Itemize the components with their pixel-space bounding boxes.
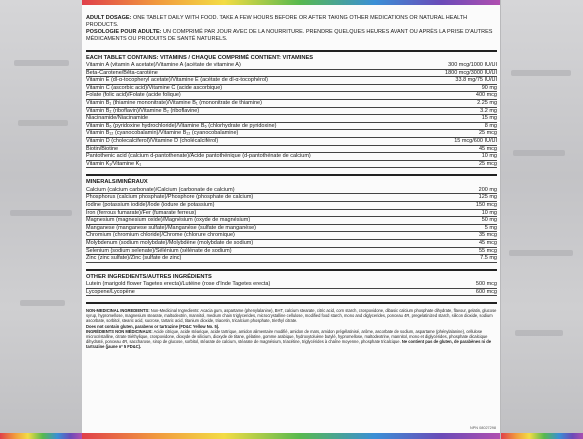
nutrient-name: Folate (folic acid)/Folate (acide folique)	[86, 92, 181, 99]
dosage-block	[86, 15, 497, 43]
dosage-en-text: ONE TABLET DAILY WITH FOOD. TAKE A FEW HOURS BEFORE OR AFTER TAKING OTHER MEDICATIONS OR NATURAL HEALTH PRODUCTS.	[86, 15, 468, 28]
nutrient-name: Vitamin B₂ (riboflavin)/Vitamine B₂ (riboflavine)	[86, 107, 200, 114]
inm-label: INGRÉDIENTS NON MÉDICINAUX:	[86, 328, 153, 334]
nutrient-row	[86, 194, 497, 202]
nutrient-row	[86, 225, 497, 233]
nutrient-amount: 25 mcg	[478, 160, 497, 167]
nutrient-row	[86, 187, 497, 195]
nutrient-amount: 15 mg	[481, 115, 497, 122]
nutrient-row	[86, 281, 497, 289]
blur-text	[513, 150, 565, 156]
nutrient-row	[86, 108, 497, 116]
dosage-fr	[86, 29, 497, 43]
nmi-label: NON-MEDICINAL INGREDIENTS:	[86, 308, 150, 314]
dosage-en-label: ADULT DOSAGE:	[86, 15, 132, 21]
rainbow-stripe	[0, 433, 82, 439]
nutrient-name: Magnesium (magnesium oxide)/Magnésium (oxyde de magnésium)	[86, 217, 251, 224]
blur-text	[511, 70, 571, 76]
nutrient-name: Lutein (marigold flower Tagetes erecta)/Lutéine (rose d'Inde Tagetes erecta)	[86, 281, 271, 288]
supplement-facts-panel	[82, 0, 500, 439]
nutrient-row	[86, 240, 497, 248]
nutrient-name: Beta-Carotene/Bêta-carotène	[86, 69, 158, 76]
nutrient-name: Iodine (potassium iodide)/Iode (iodure de potassium)	[86, 201, 215, 208]
other-ingredients-title: OTHER INGREDIENTS/AUTRES INGRÉDIENTS	[86, 273, 212, 280]
nutrient-amount: 400 mcg	[475, 92, 497, 99]
nutrient-name: Selenium (sodium selenate)/Sélénium (sélénate de sodium)	[86, 247, 232, 254]
rainbow-stripe-top	[82, 0, 500, 5]
nutrient-amount: 2.25 mg	[477, 100, 497, 106]
nutrient-row	[86, 77, 497, 85]
ne-contient-text: Ne contient pas de gluten, de parabènes ni de tartrazine (jaune nº 5 FD&C).	[86, 338, 492, 349]
nutrient-amount: 10 mg	[481, 209, 497, 216]
nutrient-row	[86, 115, 497, 123]
nutrient-amount: 500 mcg	[475, 281, 497, 288]
blur-text	[18, 120, 68, 126]
other-ingredients-table	[86, 281, 497, 296]
nutrient-amount: 1800 mcg/3000 IU/UI	[445, 69, 497, 76]
does-not-contain-text: Does not contain gluten, parabens or tartrazine (FD&C Yellow No. 5).	[86, 323, 220, 329]
rainbow-stripe-bottom	[82, 433, 500, 439]
inm-text: Acide citrique, acide stéarique, acide tartrique, amidon alimentaire modifié, amidon de maïs, amidon prégélatinisé, arôme, ascorbate de sodium, aspartame (phénylalanine), cellulose microcristalline, citrate triéthylique, crospovidone, dioxyde de silicium, dioxyde de titane, gélatine, gomme arabique, hydroxytoluène butylé, hypromellose, maltodextrine, mannitol, mono et diglycérides, phosphate dicalcique dihydraté, ponceau 4R, saccharose, sirop de glucose, sorbitol, stéarate de calcium, stéarate de magnésium, triacétine, triglycérides à chaîne moyenne, phosphate tricalcique.	[86, 328, 488, 344]
nutrient-amount: 33.8 mg/75 IU/UI	[455, 77, 497, 84]
nutrient-amount: 50 mg	[481, 217, 497, 224]
nutrient-row	[86, 92, 497, 100]
nutrient-name: Niacinamide/Niacinamide	[86, 115, 149, 122]
blur-text	[509, 250, 573, 256]
nutrient-name: Vitamin K₁/Vitamine K₁	[86, 160, 142, 167]
nutrient-amount: 15 mcg/600 IU/UI	[454, 137, 497, 144]
nutrient-row	[86, 289, 497, 297]
nutrient-amount: 125 mg	[478, 194, 497, 201]
nutrient-row	[86, 85, 497, 93]
nutrient-amount: 300 mcg/1000 IU/UI	[448, 62, 497, 69]
nutrient-name: Biotin/Biotine	[86, 145, 119, 152]
nutrient-row	[86, 255, 497, 263]
nutrient-amount: 10 mg	[481, 153, 497, 160]
nutrient-amount: 5 mg	[484, 224, 497, 231]
minerals-section	[86, 179, 497, 262]
nutrient-amount: 600 mcg	[475, 288, 497, 295]
nutrient-amount: 45 mcg	[478, 145, 497, 152]
nutrient-amount: 45 mcg	[478, 239, 497, 246]
nutrient-amount: 8 mg	[484, 122, 497, 129]
blur-text	[20, 300, 65, 306]
nutrient-name: Calcium (calcium carbonate)/Calcium (carbonate de calcium)	[86, 186, 235, 193]
nutrient-row	[86, 161, 497, 169]
nutrient-row	[86, 70, 497, 78]
nutrient-amount: 90 mg	[481, 84, 497, 91]
nutrient-name: Lycopene/Lycopène	[86, 288, 135, 295]
nutrient-row	[86, 62, 497, 70]
blur-text	[10, 210, 72, 216]
nutrient-row	[86, 248, 497, 256]
nutrient-row	[86, 232, 497, 240]
nutrient-name: Vitamin D (cholecalciferol)/Vitamine D (cholécalciférol)	[86, 137, 219, 144]
nutrient-name: Zinc (zinc sulfate)/Zinc (sulfate de zinc)	[86, 255, 182, 262]
nutrient-name: Vitamin B₁ (thiamine mononitrate)/Vitamine B₁ (mononitrate de thiamine)	[86, 100, 262, 106]
nutrient-row	[86, 153, 497, 161]
dosage-fr-text: UN COMPRIMÉ PAR JOUR AVEC DE LA NOURRITURE. PRENDRE QUELQUES HEURES AVANT OU APRÈS LA PRISE D'AUTRES MÉDICAMENTS OU PRODUITS DE SANTÉ NATURELS.	[86, 28, 493, 42]
nmi-text: Non-Medicinal Ingredients: Acacia gum, aspartame (phenylalanine), BHT, calcium stearate, citric acid, corn starch, crospovidone, dibasic calcium phosphate dihydrate, flavour, gelatin, glucose syrup, hypromellose, magnesium stearate, maltodextrin, mannitol, medium chain triglycerides, microcrystalline cellulose, modified food starch, mono and diglycerides, ponceau 4R, pregelatinized starch, silicon dioxide, sodium ascorbate, sorbitol, stearic acid, sucrose, tartaric acid, titanium dioxide, triacetin, tricalcium phosphate, triethyl citrate.	[86, 308, 497, 324]
divider	[86, 269, 497, 271]
nutrient-amount: 7.5 mg	[480, 255, 497, 262]
nutrient-amount: 150 mcg	[475, 201, 497, 208]
dosage-en	[86, 15, 497, 29]
dosage-fr-label: POSOLOGIE POUR ADULTE:	[86, 28, 162, 35]
nutrient-row	[86, 123, 497, 131]
nutrient-amount: 55 mcg	[478, 247, 497, 254]
rainbow-stripe	[501, 433, 583, 439]
divider	[86, 174, 497, 176]
blur-text	[14, 60, 69, 66]
minerals-table	[86, 187, 497, 263]
nutrient-name: Vitamin B₆ (pyridoxine hydrochloride)/Vitamine B₆ (chlorhydrate de pyridoxine)	[86, 122, 277, 129]
nutrient-name: Iron (ferrous fumarate)/Fer (fumarate ferreux)	[86, 209, 197, 216]
nutrient-row	[86, 217, 497, 225]
nutrient-amount: 200 mg	[478, 186, 497, 193]
nutrient-name: Manganese (manganese sulfate)/Manganèse (sulfate de manganèse)	[86, 224, 256, 231]
nutrient-name: Vitamin E (dl-α-tocopheryl acetate)/Vitamine E (acétate de dl-α-tocophérol)	[86, 77, 268, 84]
nutrient-name: Vitamin C (ascorbic acid)/Vitamine C (acide ascorbique)	[86, 84, 223, 91]
divider	[86, 50, 497, 52]
nutrient-amount: 25 mcg	[478, 130, 497, 137]
blur-text	[515, 330, 563, 336]
product-code: NPN 08027298	[470, 426, 496, 431]
nutrient-row	[86, 138, 497, 146]
nutrient-row	[86, 210, 497, 218]
background-right-blur	[501, 0, 583, 439]
nutrient-name: Phosphorus (calcium phosphate)/Phosphore (phosphate de calcium)	[86, 194, 254, 201]
nutrient-row	[86, 146, 497, 154]
nutrient-name: Vitamin A (vitamin A acetate)/Vitamine A (acétate de vitamine A)	[86, 62, 241, 69]
nutrient-name: Pantothenic acid (calcium d-pantothenate)/Acide pantothénique (d-pantothénate de calcium)	[86, 153, 311, 160]
ingredients-notes	[86, 308, 497, 349]
nutrient-row	[86, 202, 497, 210]
vitamins-section	[86, 55, 497, 169]
background-left-blur	[0, 0, 82, 439]
nutrient-name: Chromium (chromium chloride)/Chrome (chlorure chromique)	[86, 232, 235, 239]
nmi-paragraph	[86, 308, 497, 323]
other-ingredients-section	[86, 274, 497, 297]
inm-paragraph	[86, 329, 497, 349]
vitamins-table	[86, 62, 497, 168]
vitamins-title: EACH TABLET CONTAINS: VITAMINS / CHAQUE COMPRIMÉ CONTIENT: VITAMINES	[86, 54, 314, 61]
minerals-title: MINERALS/MINÉRAUX	[86, 179, 148, 186]
nutrient-row	[86, 130, 497, 138]
nutrient-row	[86, 100, 497, 108]
divider	[86, 302, 497, 304]
nutrient-name: Molybdenum (sodium molybdate)/Molybdène (molybdate de sodium)	[86, 239, 254, 246]
nutrient-name: Vitamin B₁₂ (cyanocobalamin)/Vitamine B₁₂ (cyanocobalamine)	[86, 130, 239, 137]
nutrient-amount: 3.2 mg	[480, 107, 497, 114]
nutrient-amount: 35 mcg	[478, 232, 497, 239]
